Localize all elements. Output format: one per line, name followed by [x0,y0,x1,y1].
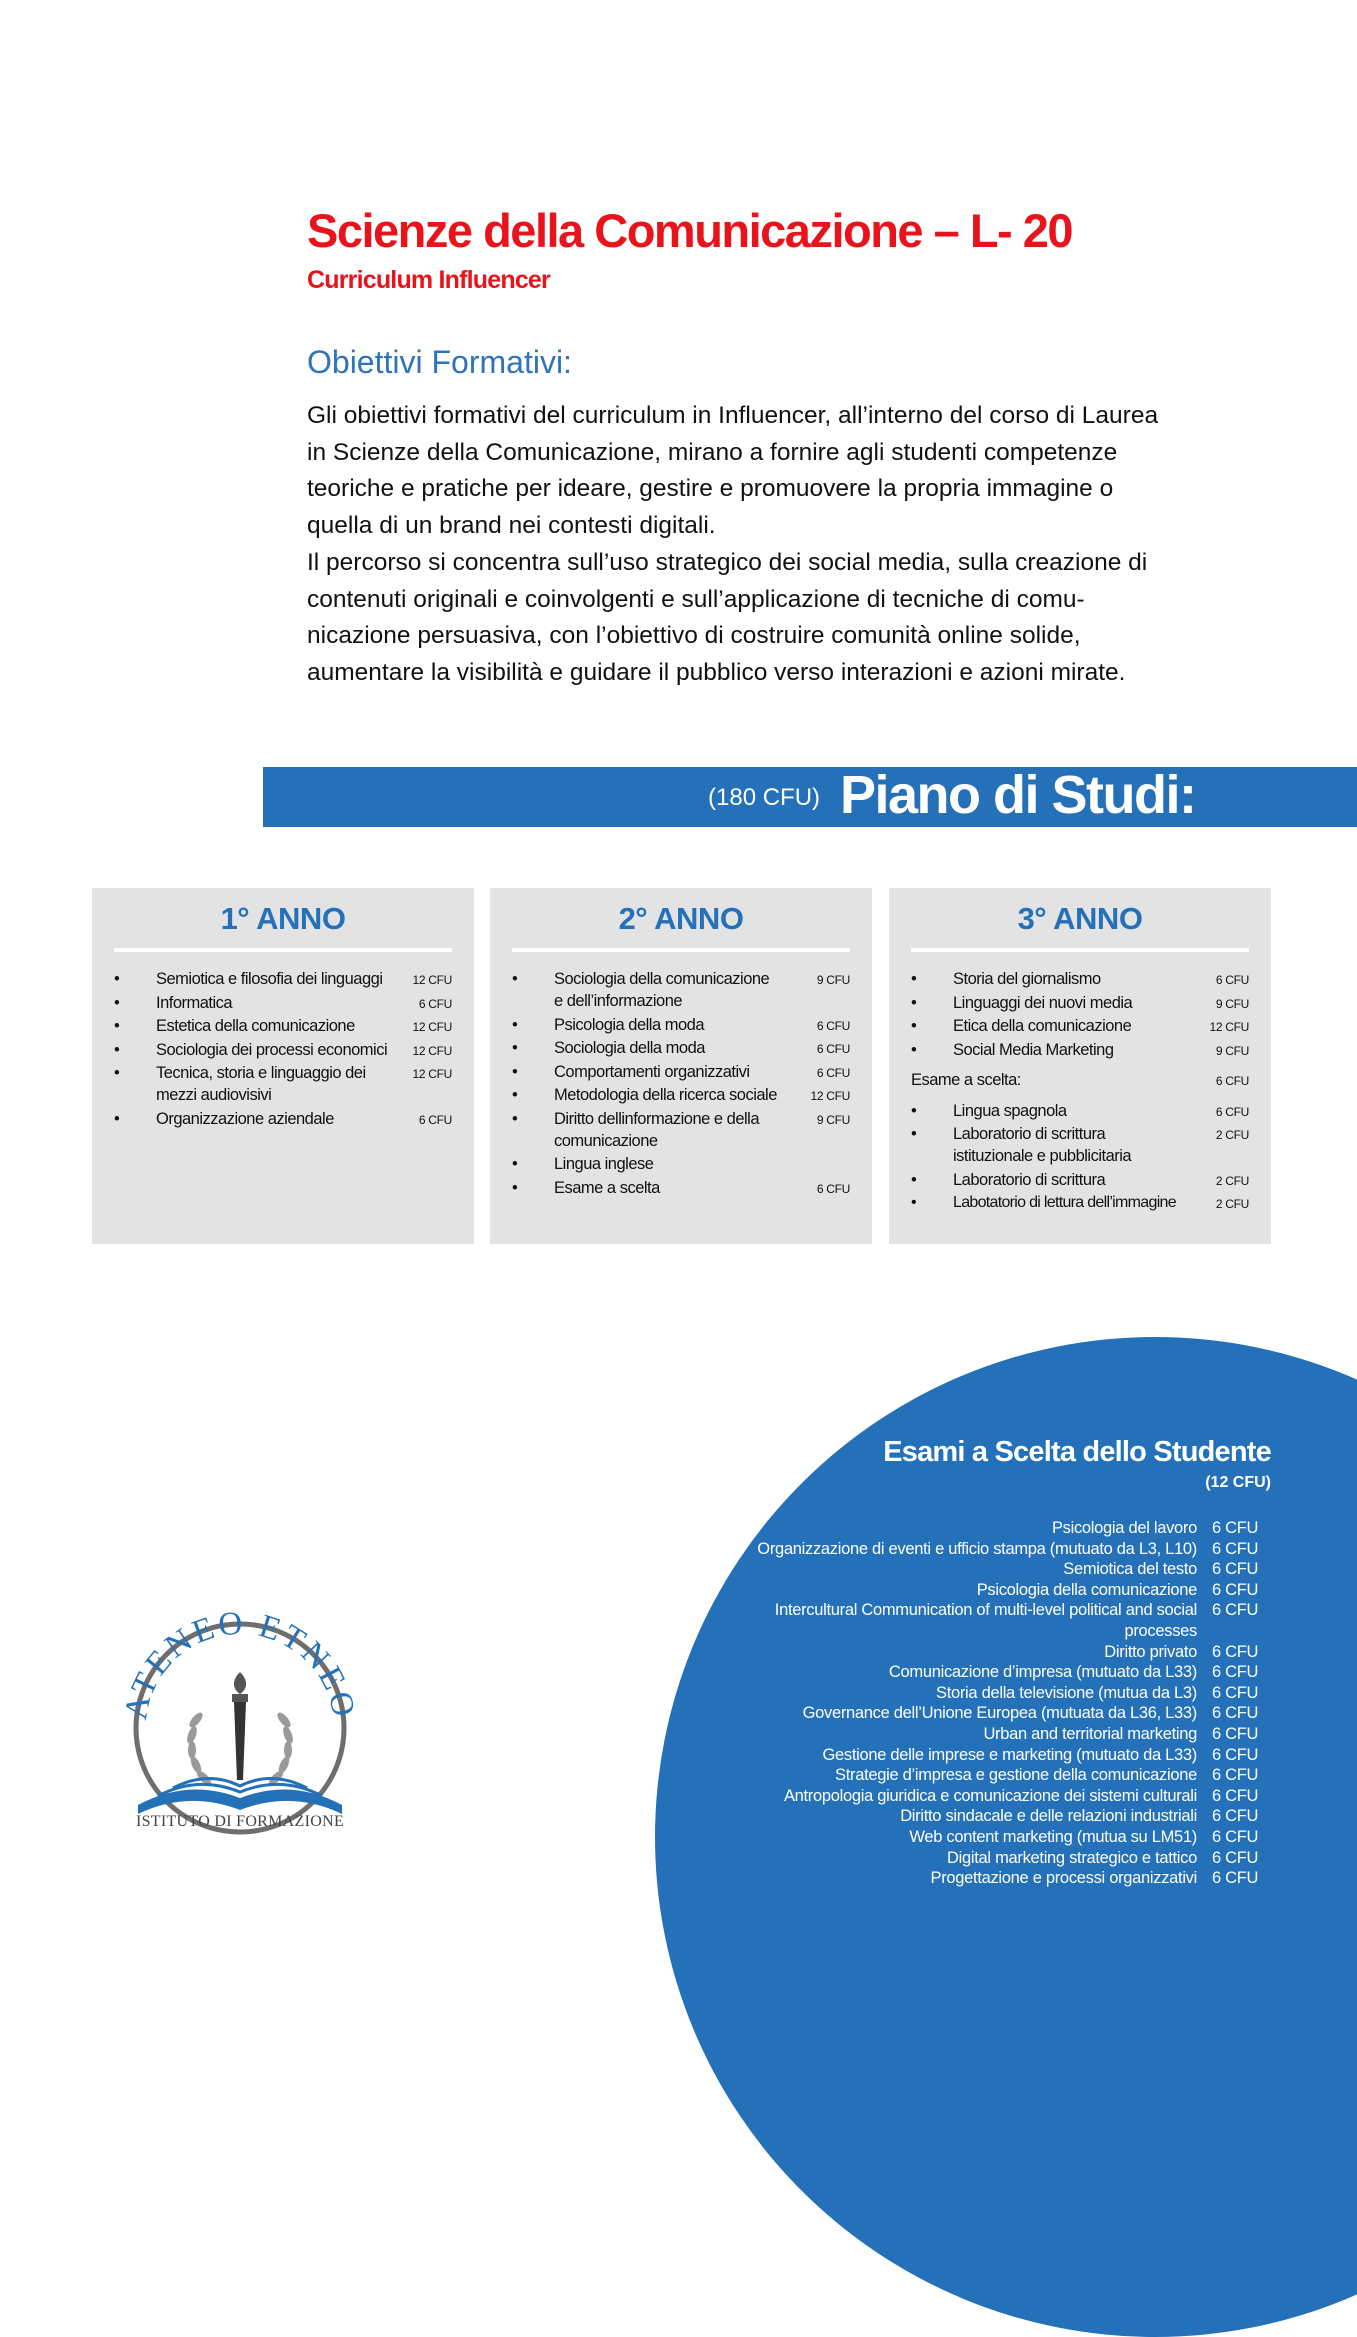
list-item [911,1192,1249,1214]
course-cfu: 2 CFU [1215,1197,1249,1211]
elective-cfu: 6 CFU [1212,1827,1259,1846]
list-item [512,1037,850,1059]
course-name: Linguaggi dei nuovi media [953,993,1133,1012]
list-item [512,1153,850,1175]
list-item [911,1123,1249,1167]
list-item [720,1683,1272,1704]
list-item [512,968,850,1012]
course-cfu: 12 CFU [1209,1020,1249,1034]
course-name: Esame a scelta [554,1178,660,1197]
list-item [512,1177,850,1199]
list-item [114,1039,452,1061]
year-title: 2° ANNO [618,901,744,936]
list-item [720,1724,1272,1745]
course-name: Organizzazione aziendale [156,1109,334,1128]
elective-name: Storia della televisione (mutua da L3) [935,1683,1197,1702]
course-cfu: 2 CFU [1215,1128,1249,1142]
list-item [720,1745,1272,1766]
year-card-1 [92,888,474,1244]
list-item [911,1100,1249,1122]
course-cfu: 9 CFU [816,973,850,987]
elective-cfu: 6 CFU [1212,1601,1259,1620]
course-cfu: 12 CFU [412,1067,452,1081]
elective-cfu: 6 CFU [1212,1869,1259,1888]
list-item [911,968,1249,990]
list-item [114,992,452,1014]
list-item [911,1039,1249,1061]
course-cfu: 2 CFU [1215,1173,1249,1188]
list-item [720,1600,1272,1641]
divider [512,948,850,952]
elective-cfu: 6 CFU [1212,1642,1259,1661]
elective-name: Intercultural Communication of multi-level political and social processes [774,1601,1197,1640]
elective-name: Gestione delle imprese e marketing (mutuato da L33) [822,1745,1197,1764]
elective-name: Progettazione e processi organizzativi [930,1869,1197,1888]
list-item [720,1518,1272,1539]
course-cfu: 6 CFU [816,1018,850,1033]
course-cfu: 6 CFU [816,1181,850,1196]
course-name: Psicologia della moda [554,1015,705,1034]
elective-name: Digital marketing strategico e tattico [947,1848,1197,1867]
course-name: Laboratorio di scrittura istituzionale e pubblicitaria [953,1125,1132,1165]
elective-cfu: 6 CFU [1212,1786,1259,1805]
course-cfu: 12 CFU [810,1089,850,1103]
logo-arc-text: ATENEO ETNEO [118,1610,362,1723]
course-name: Laboratorio di scrittura [953,1170,1106,1189]
list-item [720,1786,1272,1807]
elective-cfu: 6 CFU [1212,1539,1259,1558]
elective-cfu: 6 CFU [1212,1519,1259,1537]
study-plan-title: Piano di Studi: [840,765,1196,825]
course-cfu: 12 CFU [412,1020,452,1034]
elective-name: Urban and territorial marketing [983,1724,1197,1743]
course-cfu: 6 CFU [1215,1104,1249,1119]
elective-name: Psicologia del lavoro [1051,1519,1197,1537]
elective-label-text: Esame a scelta: [911,1070,1021,1089]
list-item [512,1108,850,1152]
elective-cfu: 6 CFU [1212,1848,1259,1867]
electives-cfu: (12 CFU) [1205,1474,1271,1491]
course-name: Labotatorio di lettura dell’immagine [953,1194,1176,1211]
elective-name: Web content marketing (mutua su LM51) [909,1827,1197,1846]
elective-cfu: 6 CFU [1212,1683,1259,1702]
list-item [720,1580,1272,1601]
course-name: Metodologia della ricerca sociale [554,1086,777,1104]
elective-cfu: 6 CFU [1212,1724,1259,1743]
logo-caption: ISTITUTO DI FORMAZIONE [135,1813,345,1830]
course-name: Sociologia della comunicazione e dell’informazione [554,970,770,1010]
book-torch-laurel-emblem-icon [118,1610,362,1840]
divider [911,948,1249,952]
list-item [720,1868,1272,1889]
page-subtitle: Curriculum Influencer [307,266,550,294]
objectives-text [307,398,1167,692]
study-plan-cfu: (180 CFU) [708,784,821,811]
course-cfu: 12 CFU [412,1043,452,1058]
course-name: Diritto dellinformazione e della comunicazione [554,1109,760,1150]
list-item [720,1765,1272,1786]
list-item [512,1084,850,1106]
course-name: Lingua inglese [554,1155,654,1173]
objectives-paragraph: Il percorso si concentra sull’uso strategico dei social media, sulla creazione di contenuti originali e coinvolgenti e sull’applicazione di tecniche di comu-nicazione persuasiva, con l’obiettivo di costruire comunità online solide, aumentare la visibilità e guidare il pubblico verso interazioni e azioni mirate. [307,548,1148,686]
elective-cfu: 6 CFU [1212,1580,1259,1599]
course-name: Semiotica e filosofia dei linguaggi [156,970,383,988]
page-title: Scienze della Comunicazione – L- 20 [307,204,1073,257]
course-name: Tecnica, storia e linguaggio dei mezzi audiovisivi [156,1064,366,1104]
elective-cfu: 6 CFU [1212,1745,1259,1764]
course-name: Informatica [156,993,233,1012]
course-name: Lingua spagnola [953,1101,1067,1120]
course-name: Etica della comunicazione [953,1017,1132,1035]
elective-cfu: 6 CFU [1212,1807,1259,1826]
course-name: Sociologia dei processi economici [156,1040,388,1059]
course-list [911,968,1249,1216]
electives-list [720,1518,1272,1889]
list-item [720,1559,1272,1580]
course-cfu: 6 CFU [1215,973,1249,987]
course-cfu: 9 CFU [1215,996,1249,1011]
elective-cfu: 6 CFU [1212,1663,1259,1682]
list-item [911,992,1249,1014]
divider [114,948,452,952]
list-item [720,1539,1272,1560]
course-list [114,968,452,1131]
elective-cfu: 6 CFU [1212,1766,1259,1785]
list-item [720,1806,1272,1827]
elective-cfu: 6 CFU [1212,1560,1259,1579]
list-item [512,1014,850,1036]
course-name: Sociologia della moda [554,1039,705,1057]
course-cfu: 9 CFU [1215,1043,1249,1058]
list-item [720,1703,1272,1724]
year-card-3 [889,888,1271,1244]
objectives-heading: Obiettivi Formativi: [307,344,572,380]
elective-name: Strategie d’impresa e gestione della comunicazione [835,1766,1197,1785]
year-title: 1° ANNO [220,901,346,936]
electives-title: Esami a Scelta dello Studente [883,1436,1271,1468]
list-item [114,1062,452,1106]
elective-name: Comunicazione d’impresa (mutuato da L33) [888,1663,1197,1682]
list-item [114,968,452,990]
course-cfu: 6 CFU [418,1112,452,1127]
elective-cfu: 6 CFU [1215,1073,1249,1088]
list-item [911,1015,1249,1037]
list-item [720,1662,1272,1683]
list-item [720,1642,1272,1663]
course-cfu: 9 CFU [816,1112,850,1127]
logo [118,1610,362,1840]
elective-name: Antropologia giuridica e comunicazione dei sistemi culturali [783,1786,1197,1805]
course-name: Storia del giornalismo [953,970,1101,988]
list-item [720,1827,1272,1848]
year-title: 3° ANNO [1017,901,1143,936]
course-cfu: 12 CFU [412,973,452,987]
list-item [512,1061,850,1083]
list-item [114,1015,452,1037]
course-cfu: 6 CFU [816,1042,850,1056]
list-item [911,1169,1249,1191]
year-card-2 [490,888,872,1244]
list-item [114,1108,452,1130]
elective-label [911,1069,1249,1091]
elective-cfu: 6 CFU [1212,1704,1259,1723]
elective-name: Diritto sindacale e delle relazioni industriali [900,1807,1197,1826]
course-cfu: 6 CFU [816,1065,850,1080]
course-cfu: 6 CFU [418,996,452,1011]
course-list [512,968,850,1200]
course-name: Comportamenti organizzativi [554,1062,750,1081]
elective-name: Governance dell’Unione Europea (mutuata da L36, L33) [802,1704,1197,1723]
course-name: Social Media Marketing [953,1040,1114,1059]
objectives-paragraph: Gli obiettivi formativi del curriculum in Influencer, all’interno del corso di Laurea in Scienze della Comunicazione, mirano a fornire agli studenti competenze teoriche e pratiche per ideare, gestire e promuovere la propria immagine o quella di un brand nei contesti digitali. [307,402,1159,540]
elective-name: Diritto privato [1104,1642,1197,1661]
elective-name: Semiotica del testo [1063,1560,1197,1579]
elective-name: Psicologia della comunicazione [976,1580,1197,1599]
course-name: Estetica della comunicazione [156,1017,355,1035]
list-item [720,1848,1272,1869]
elective-name: Organizzazione di eventi e ufficio stampa (mutuato da L3, L10) [757,1539,1197,1558]
